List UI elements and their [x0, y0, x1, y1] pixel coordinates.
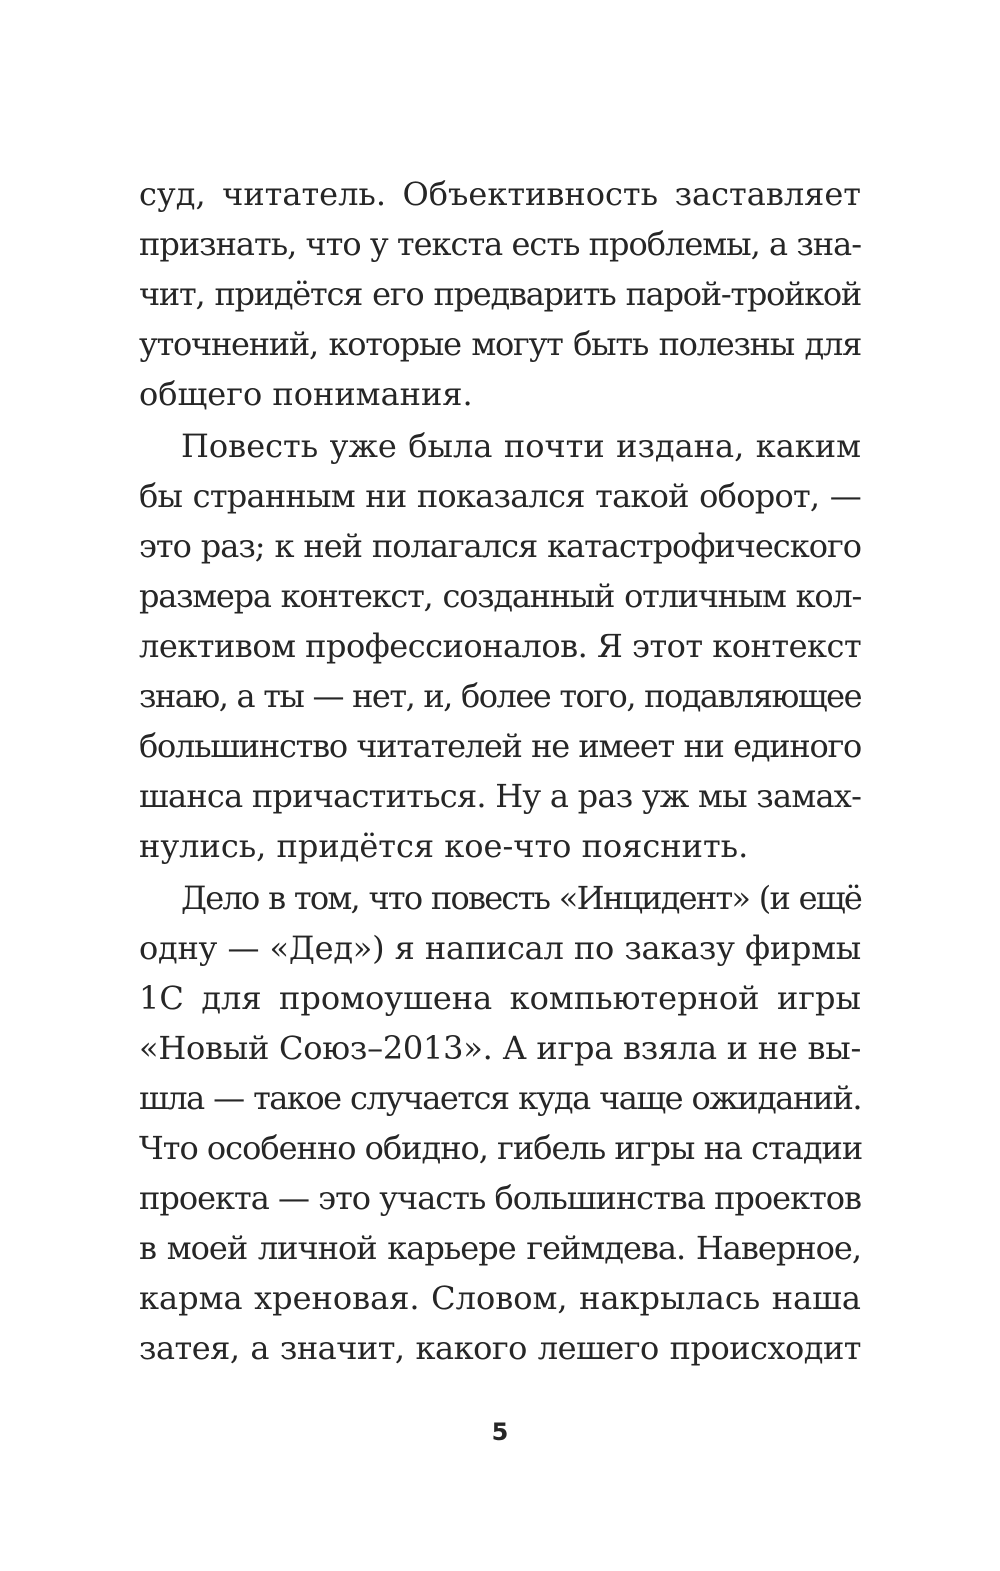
page-number: 5: [491, 1418, 509, 1446]
text-line: карма хреновая. Словом, накрылась наша: [139, 1279, 861, 1317]
text-line: большинство читателей не имеет ни единого: [139, 727, 861, 765]
text-line: лективом профессионалов. Я этот контекст: [139, 627, 862, 665]
text-line: уточнений, которые могут быть полезны для: [139, 325, 861, 363]
text-line: «Новый Союз–2013». А игра взяла и не вы-: [139, 1029, 861, 1067]
text-line: Повесть уже была почти издана, каким: [181, 427, 861, 465]
text-line: шанса причаститься. Ну а раз уж мы замах-: [139, 777, 862, 815]
text-line: затея, а значит, какого лешего происходит: [139, 1329, 861, 1367]
text-line: шла — такое случается куда чаще ожиданий.: [139, 1079, 861, 1117]
text-line: бы странным ни показался такой оборот, —: [139, 477, 861, 515]
text-line: 1С для промоушена компьютерной игры: [139, 979, 861, 1017]
text-line: суд, читатель. Объективность заставляет: [139, 175, 861, 213]
text-line: в моей личной карьере геймдева. Наверное,: [139, 1229, 861, 1267]
text-line: Дело в том, что повесть «Инцидент» (и ещё: [181, 879, 861, 917]
text-line: чит, придётся его предварить парой-тройкой: [139, 275, 861, 313]
text-line: знаю, а ты — нет, и, более того, подавляющее: [139, 677, 861, 715]
text-line: признать, что у текста есть проблемы, а зна-: [139, 225, 861, 263]
text-line: размера контекст, созданный отличным кол-: [139, 577, 861, 615]
text-line: одну — «Дед») я написал по заказу фирмы: [139, 929, 861, 967]
text-line: проекта — это участь большинства проектов: [139, 1179, 862, 1217]
text-line: нулись, придётся кое-что пояснить.: [139, 827, 749, 865]
text-line: это раз; к ней полагался катастрофического: [139, 527, 861, 565]
text-line: общего понимания.: [139, 375, 473, 413]
text-line: Что особенно обидно, гибель игры на стадии: [139, 1129, 863, 1167]
